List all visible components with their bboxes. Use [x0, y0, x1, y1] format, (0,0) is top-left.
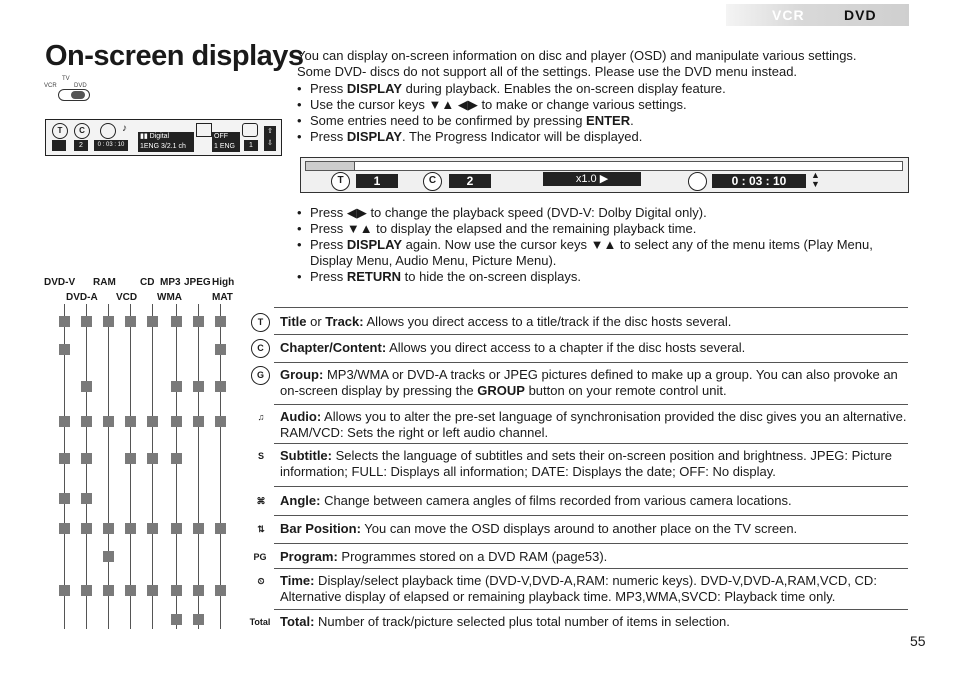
mini-osd-panel	[45, 119, 282, 156]
divider	[274, 543, 908, 544]
audio-line-1: ▮▮ Digital	[140, 133, 170, 140]
support-marker	[215, 381, 226, 392]
time-value-cell: 0 : 03 : 10	[94, 140, 128, 151]
chapter-icon: C	[251, 339, 270, 358]
bar-position-icon: ⇅	[257, 524, 265, 534]
support-marker	[103, 416, 114, 427]
feature-total: Total: Number of track/picture selected plus total number of items in selection.	[280, 614, 730, 629]
support-marker	[147, 416, 158, 427]
grid-column-line	[86, 304, 87, 629]
list-item: • Press DISPLAY during playback. Enables the on-screen display feature.	[297, 81, 907, 97]
col-label-ram: RAM	[93, 277, 116, 288]
title-value: 1	[356, 174, 398, 188]
col-label-wma: WMA	[157, 292, 182, 303]
list-item: • Press RETURN to hide the on-screen displays.	[297, 269, 907, 285]
grid-column-line	[108, 304, 109, 629]
switch-label-dvd: DVD	[74, 83, 87, 89]
subtitle-line-2: 1 ENG	[214, 143, 236, 150]
support-marker	[193, 585, 204, 596]
page-number: 55	[910, 633, 926, 649]
angle-icon: ⌘	[256, 496, 266, 506]
divider	[274, 568, 908, 569]
total-icon: Total	[249, 617, 271, 627]
support-marker	[215, 344, 226, 355]
audio-icon: ♪	[122, 123, 127, 134]
feature-chapter: Chapter/Content: Allows you direct access to a chapter if the disc hosts several.	[280, 340, 746, 355]
support-marker	[81, 585, 92, 596]
audio-value-cell	[138, 132, 194, 152]
support-marker	[171, 523, 182, 534]
col-label-dvd-v: DVD-V	[44, 277, 76, 288]
subtitle-line-1: OFF	[214, 133, 228, 140]
chapter-value-cell: 2	[74, 140, 88, 151]
support-marker	[81, 523, 92, 534]
feature-group: Group: MP3/WMA or DVD-A tracks or JPEG pictures defined to make up a group. You can also provoke an on-screen display by pressing the GROUP button on your remote control unit.	[280, 367, 898, 398]
feature-title: Title or Track: Allows you direct access to a title/track if the disc hosts several.	[280, 314, 732, 329]
list-item: • Press DISPLAY again. Now use the cursor keys ▼▲ to select any of the menu items (Play Menu, Display Menu, Audio Menu, Picture Menu).	[297, 237, 907, 269]
support-marker	[193, 614, 204, 625]
grid-column-line	[152, 304, 153, 629]
title-icon: T	[251, 313, 270, 332]
progress-fill	[306, 162, 355, 170]
support-marker	[103, 551, 114, 562]
support-marker	[147, 453, 158, 464]
support-marker	[171, 381, 182, 392]
vcr-tab: VCR	[772, 7, 805, 23]
switch-knob	[58, 89, 90, 101]
instructions-list-2	[297, 205, 907, 285]
support-marker	[193, 416, 204, 427]
support-marker	[59, 453, 70, 464]
feature-time: Time: Display/select playback time (DVD-V,DVD-A,RAM: numeric keys). DVD-V,DVD-A,RAM,VCD, CD: Alternative display of elapsed or remaining playback time. MP3,WMA,SVCD: Playback time only.	[280, 573, 877, 604]
support-marker	[59, 316, 70, 327]
support-marker	[125, 585, 136, 596]
grid-column-line	[130, 304, 131, 629]
bar-position-icon: ⇧ ⇩	[264, 126, 276, 151]
divider	[274, 362, 908, 363]
divider	[274, 443, 908, 444]
list-item: • Use the cursor keys ▼▲ ◀▶ to make or change various settings.	[297, 97, 907, 113]
support-marker	[171, 585, 182, 596]
col-label-mp3: MP3	[160, 277, 181, 288]
col-label-high: High	[212, 277, 235, 288]
support-marker	[215, 316, 226, 327]
list-item: • Press ▼▲ to display the elapsed and the remaining playback time.	[297, 221, 907, 237]
support-marker	[81, 453, 92, 464]
divider	[274, 515, 908, 516]
support-marker	[147, 585, 158, 596]
support-marker	[59, 416, 70, 427]
support-marker	[215, 523, 226, 534]
title-value-cell	[52, 140, 66, 151]
grid-column-line	[198, 304, 199, 629]
support-marker	[81, 316, 92, 327]
support-marker	[171, 316, 182, 327]
list-item: • Press DISPLAY. The Progress Indicator will be displayed.	[297, 129, 907, 145]
intro-text	[297, 48, 907, 80]
feature-program: Program: Programmes stored on a DVD RAM (page53).	[280, 549, 608, 564]
support-marker	[147, 316, 158, 327]
page-title: On-screen displays	[45, 40, 304, 72]
feature-angle: Angle: Change between camera angles of films recorded from various camera locations.	[280, 493, 792, 508]
subtitle-value-cell	[212, 132, 240, 152]
angle-icon	[242, 123, 258, 137]
support-marker	[193, 316, 204, 327]
support-marker	[103, 316, 114, 327]
time-icon: ⏲	[257, 576, 265, 586]
feature-subtitle: Subtitle: Selects the language of subtitles and sets their on-screen position and brightness. JPEG: Picture information; FULL: Displays all information; DATE: Displays the date; OFF: No display.	[280, 448, 893, 479]
support-marker	[81, 416, 92, 427]
list-item: • Some entries need to be confirmed by pressing ENTER.	[297, 113, 907, 129]
support-marker	[193, 381, 204, 392]
switch-label-tv: TV	[62, 76, 70, 82]
chapter-icon: C	[423, 172, 442, 191]
support-marker	[125, 523, 136, 534]
support-marker	[171, 453, 182, 464]
support-marker	[125, 416, 136, 427]
col-label-dvd-a: DVD-A	[66, 292, 98, 303]
support-marker	[215, 585, 226, 596]
group-icon: G	[251, 366, 270, 385]
col-label-jpeg: JPEG	[184, 277, 211, 288]
time-value: 0 : 03 : 10	[712, 174, 806, 188]
support-marker	[81, 381, 92, 392]
time-icon	[688, 172, 707, 191]
col-label-cd: CD	[140, 277, 155, 288]
progress-osd-bar	[300, 157, 909, 193]
chapter-icon: C	[74, 123, 90, 139]
divider	[274, 307, 908, 308]
chapter-value: 2	[449, 174, 491, 188]
support-marker	[171, 614, 182, 625]
title-icon: T	[331, 172, 350, 191]
audio-line-2: 1ENG 3/2.1 ch	[140, 143, 186, 150]
grid-column-line	[176, 304, 177, 629]
feature-bar-position: Bar Position: You can move the OSD displays around to another place on the TV screen.	[280, 521, 798, 536]
divider	[274, 404, 908, 405]
time-icon	[100, 123, 116, 139]
up-down-arrows-icon: ▲ ▼	[811, 170, 820, 189]
support-marker	[171, 416, 182, 427]
support-marker	[81, 493, 92, 504]
audio-icon: ♫	[257, 412, 265, 422]
support-marker	[125, 316, 136, 327]
mode-switch-icon	[44, 76, 90, 102]
support-marker	[59, 344, 70, 355]
subtitle-icon: S	[257, 451, 264, 461]
support-marker	[215, 416, 226, 427]
support-marker	[125, 453, 136, 464]
angle-value-cell: 1	[244, 140, 258, 151]
col-label-mat: MAT	[212, 292, 233, 303]
switch-label-vcr: VCR	[44, 83, 57, 89]
subtitle-icon	[196, 123, 212, 137]
divider	[274, 334, 908, 335]
feature-audio: Audio: Allows you to alter the pre-set language of synchronisation provided the disc gives you an alternative. RAM/VCD: Sets the right or left audio channel.	[280, 409, 907, 440]
support-marker	[193, 523, 204, 534]
support-marker	[103, 585, 114, 596]
support-marker	[59, 585, 70, 596]
divider	[274, 486, 908, 487]
section-tab-bar	[726, 4, 909, 26]
program-icon: PG	[253, 552, 267, 562]
support-marker	[59, 523, 70, 534]
support-marker	[103, 523, 114, 534]
speed-value: x1.0 ▶	[543, 172, 641, 186]
list-item: • Press ◀▶ to change the playback speed (DVD-V: Dolby Digital only).	[297, 205, 907, 221]
col-label-vcd: VCD	[116, 292, 138, 303]
title-icon: T	[52, 123, 68, 139]
divider	[274, 609, 908, 610]
intro-line-2: Some DVD- discs do not support all of the settings. Please use the DVD menu instead.	[297, 64, 798, 79]
dvd-tab: DVD	[844, 7, 877, 23]
support-marker	[59, 493, 70, 504]
support-marker	[147, 523, 158, 534]
instructions-list-1	[297, 81, 907, 145]
intro-line-1: You can display on-screen information on disc and player (OSD) and manipulate various settings.	[297, 48, 857, 63]
